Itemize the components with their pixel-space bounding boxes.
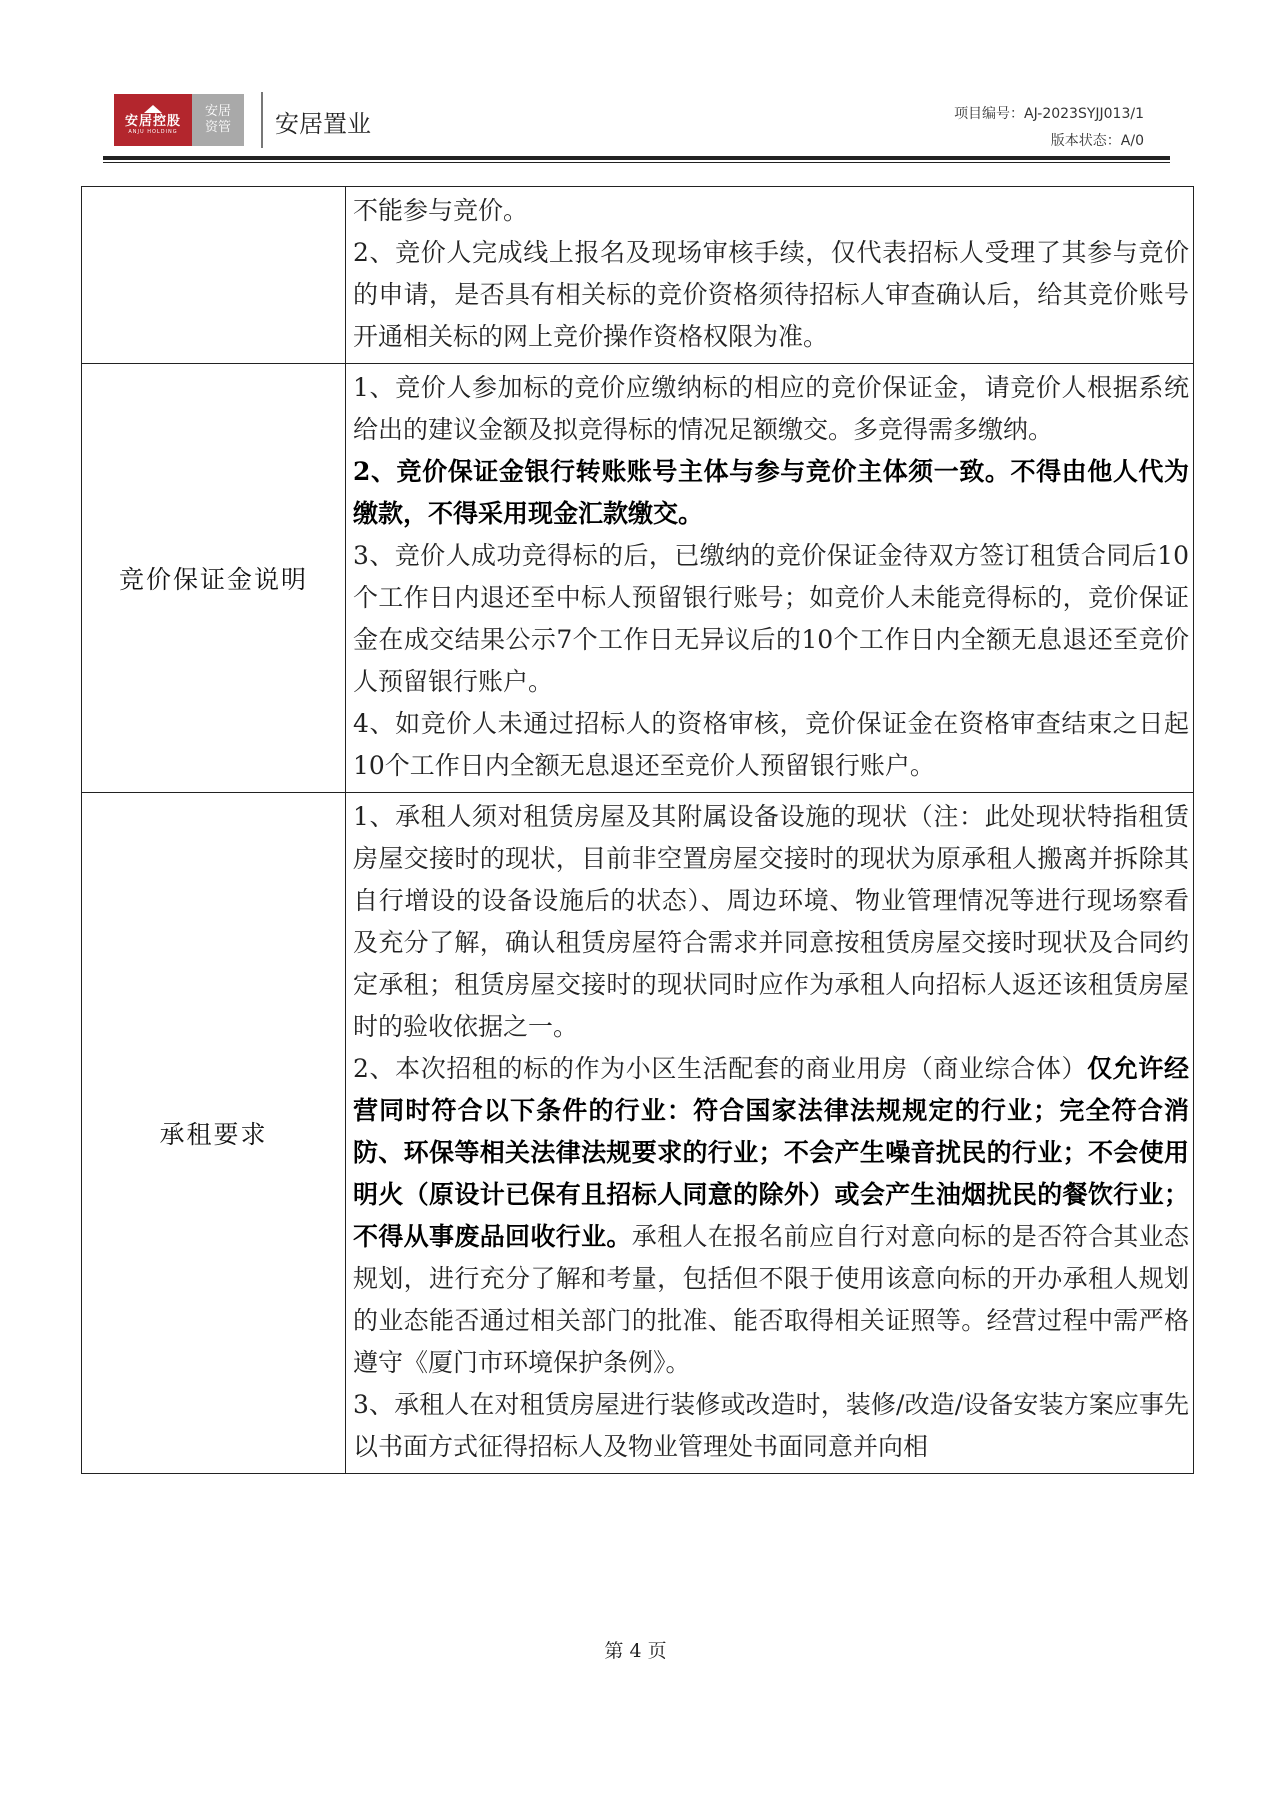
paragraph: 1、竞价人参加标的竞价应缴纳标的相应的竞价保证金，请竞价人根据系统给出的建议金额及拟竞得标的情况足额缴交。多竞得需多缴纳。 <box>353 373 1189 444</box>
paragraph: 4、如竞价人未通过招标人的资格审核，竞价保证金在资格审查结束之日起10个工作日内全额无息退还至竞价人预留银行账户。 <box>353 709 1189 780</box>
row-content <box>346 793 1194 1474</box>
row-label-lease-requirements: 承租要求 <box>82 793 346 1474</box>
terms-table <box>81 186 1194 1474</box>
bold-text: 仅允许经营同时符合以下条件的行业：符合国家法律法规规定的行业；完全符合消防、环保等相关法律法规要求的行业；不会产生噪音扰民的行业；不会使用明火（原设计已保有且招标人同意的除外）或会产生油烟扰民的餐饮行业；不得从事废品回收行业。 <box>353 1054 1189 1251</box>
paragraph: 3、竞价人成功竞得标的后，已缴纳的竞价保证金待双方签订租赁合同后10个工作日内退还至中标人预留银行账号；如竞价人未能竞得标的，竞价保证金在成交结果公示7个工作日无异议后的10个工作日内全额无息退还至竞价人预留银行账户。 <box>353 541 1189 696</box>
version-status: 版本状态：A/0 <box>1050 133 1144 149</box>
house-roof-icon <box>144 105 162 113</box>
logo-cn-text: 安居控股 <box>124 113 181 129</box>
paragraph: 2、竞价人完成线上报名及现场审核手续，仅代表招标人受理了其参与竞价的申请，是否具有相关标的竞价资格须待招标人审查确认后，给其竞价账号开通相关标的网上竞价操作资格权限为准。 <box>353 238 1189 351</box>
row-content <box>346 187 1194 364</box>
anju-holding-logo <box>114 94 192 146</box>
paragraph: 3、承租人在对租赁房屋进行装修或改造时，装修/改造/设备安装方案应事先以书面方式征得招标人及物业管理处书面同意并向相 <box>353 1390 1189 1461</box>
row-label-empty <box>82 187 346 364</box>
paragraph-text: 2、本次招租的标的作为小区生活配套的商业用房（商业综合体） <box>353 1054 1088 1083</box>
logo-sub-line1: 安居 <box>204 104 231 119</box>
page-header <box>0 0 1271 160</box>
table-row <box>82 793 1194 1474</box>
logo-sub-line2: 资管 <box>204 120 231 135</box>
bold-paragraph: 2、竞价保证金银行转账账号主体与参与竞价主体须一致。不得由他人代为缴款，不得采用现金汇款缴交。 <box>353 457 1189 528</box>
logo-en-text: ANJU HOLDING <box>128 128 178 135</box>
header-divider <box>261 92 263 148</box>
project-number: 项目编号：AJ-2023SYJJ013/1 <box>954 106 1144 122</box>
header-rule-thick <box>103 156 1170 160</box>
row-content <box>346 364 1194 793</box>
paragraph: 不能参与竞价。 <box>353 196 529 225</box>
paragraph-text: 承租人在报名前应自行对意向标的是否符合其业态规划，进行充分了解和考量，包括但不限于使用该意向标的开办承租人规划的业态能否通过相关部门的批准、能否取得相关证照等。经营过程中需严格遵守《厦门市环境保护条例》。 <box>353 1222 1189 1377</box>
page-number: 第 4 页 <box>604 1640 667 1662</box>
brand-name: 安居置业 <box>275 110 371 138</box>
table-row <box>82 364 1194 793</box>
header-rule-thin <box>103 162 1170 163</box>
paragraph: 1、承租人须对租赁房屋及其附属设备设施的现状（注：此处现状特指租赁房屋交接时的现状，目前非空置房屋交接时的现状为原承租人搬离并拆除其自行增设的设备设施后的状态）、周边环境、物业管理情况等进行现场察看及充分了解，确认租赁房屋符合需求并同意按租赁房屋交接时现状及合同约定承租；租赁房屋交接时的现状同时应作为承租人向招标人返还该租赁房屋时的验收依据之一。 <box>353 802 1189 1041</box>
anju-asset-logo <box>192 94 244 146</box>
row-label-deposit: 竞价保证金说明 <box>82 364 346 793</box>
paragraph-mixed <box>353 1048 1189 1384</box>
table-row <box>82 187 1194 364</box>
